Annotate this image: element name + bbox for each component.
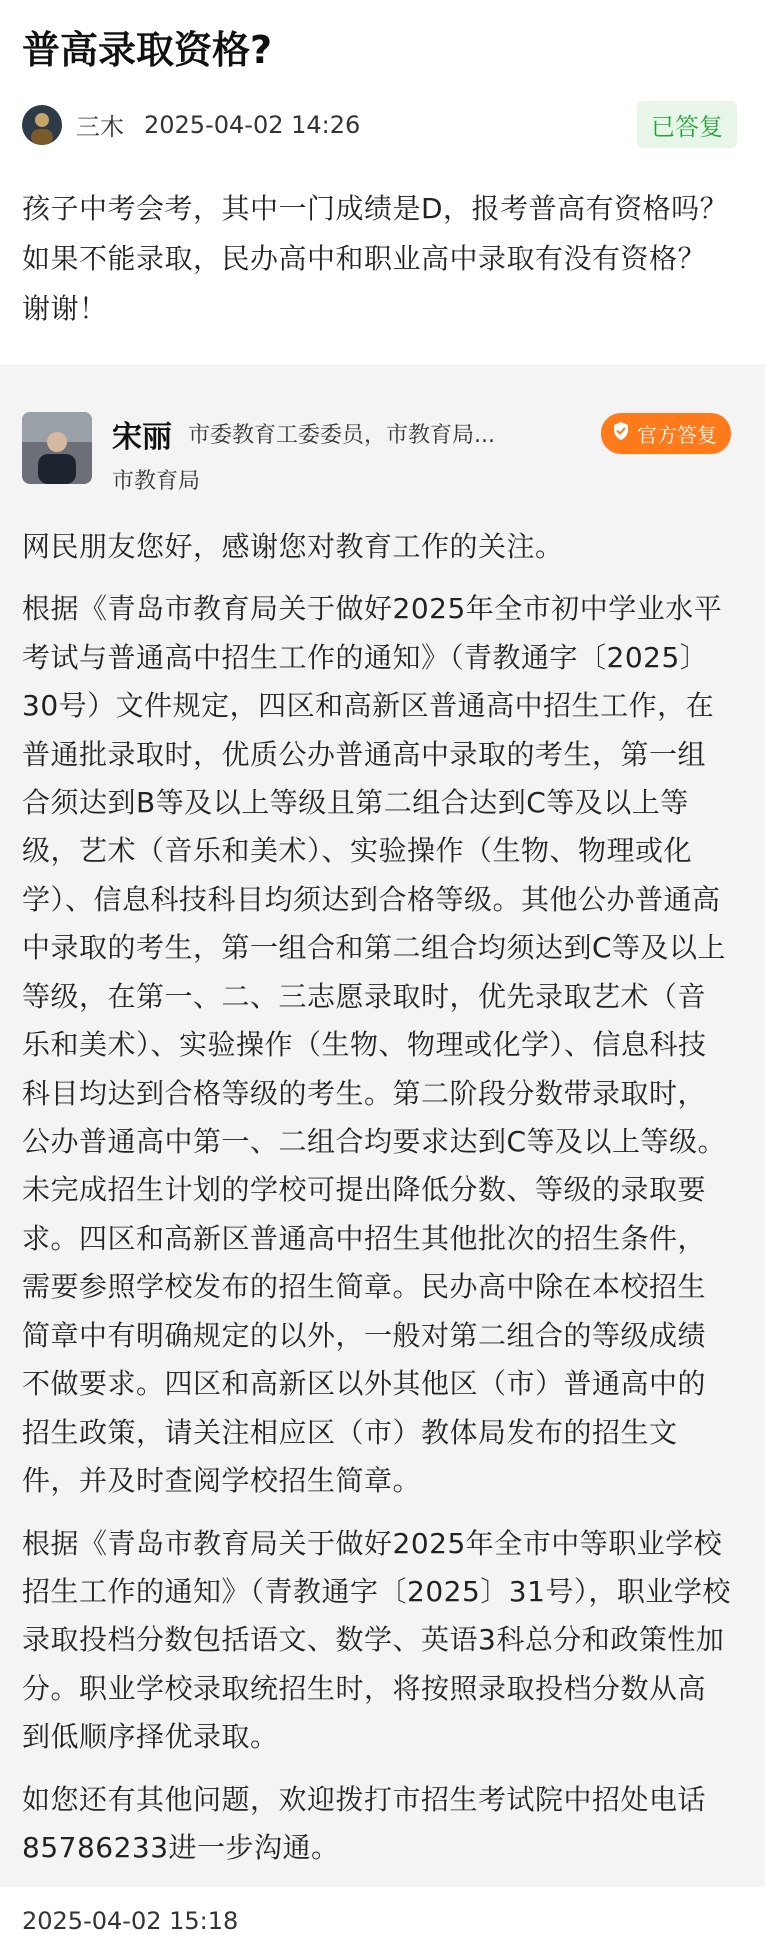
- answer-author-role: 市委教育工委委员，市教育局...: [188, 423, 495, 449]
- question-author[interactable]: 三木: [76, 113, 124, 142]
- answer-time: 2025-04-02 15:18: [22, 1906, 239, 1935]
- user-avatar-icon[interactable]: [22, 105, 62, 145]
- answer-author-info: [112, 412, 731, 495]
- answer-section: [0, 366, 765, 1935]
- answered-badge: 已答复: [637, 101, 737, 148]
- answer-paragraph: 如您还有其他问题，欢迎拨打市招生考试院中招处电话85786233进一步沟通。: [22, 1782, 707, 1865]
- answer-author-name[interactable]: 宋丽: [112, 419, 172, 455]
- answer-header: [22, 412, 731, 495]
- question-time: 2025-04-02 14:26: [144, 110, 361, 139]
- answer-paragraph: 根据《青岛市教育局关于做好2025年全市初中学业水平考试与普通高中招生工作的通知》（青教通字〔2025〕30号）文件规定，四区和高新区普通高中招生工作，在普通批录取时，优质公办普通高中录取的考生，第一组合须达到B等及以上等级且第二组合达到C等及以上等级，艺术（音乐和美术）、实验操作（生物、物理或化学）、信息科技科目均须达到合格等级。其他公办普通高中录取的考生，第一组合和第二组合均须达到C等及以上等级，在第一、二、三志愿录取时，优先录取艺术（音乐和美术）、实验操作（生物、物理或化学）、信息科技科目均达到合格等级的考生。第二阶段分数带录取时，公办普通高中第一、二组合均要求达到C等及以上等级。未完成招生计划的学校可提出降低分数、等级的录取要求。四区和高新区普通高中招生其他批次的招生条件，需要参照学校发布的招生简章。民办高中除在本校招生简章中有明确规定的以外，一般对第二组合的等级成绩不做要求。四区和高新区以外其他区（市）普通高中的招生政策，请关注相应区（市）教体局发布的招生文件，并及时查阅学校招生简章。: [22, 592, 727, 1498]
- official-badge-label: 官方答复: [637, 423, 717, 448]
- question-meta: [22, 104, 731, 146]
- question-section: [0, 0, 765, 366]
- official-reply-badge: [601, 413, 731, 454]
- answer-paragraph: 根据《青岛市教育局关于做好2025年全市中等职业学校招生工作的通知》（青教通字〔2025〕31号），职业学校录取投档分数包括语文、数学、英语3科总分和政策性加分。职业学校录取统招生时，将按照录取投档分数从高到低顺序择优录取。: [22, 1526, 731, 1754]
- official-avatar-icon[interactable]: [22, 412, 92, 484]
- answer-org: 市教育局: [112, 468, 201, 494]
- answer-body: [22, 523, 731, 1873]
- question-title: 普高录取资格?: [22, 28, 273, 72]
- check-shield-icon: [611, 421, 631, 446]
- question-body: 孩子中考会考，其中一门成绩是D，报考普高有资格吗？如果不能录取，民办高中和职业高中录取有没有资格？谢谢！: [22, 191, 729, 326]
- answer-paragraph: 网民朋友您好，感谢您对教育工作的关注。: [22, 529, 564, 563]
